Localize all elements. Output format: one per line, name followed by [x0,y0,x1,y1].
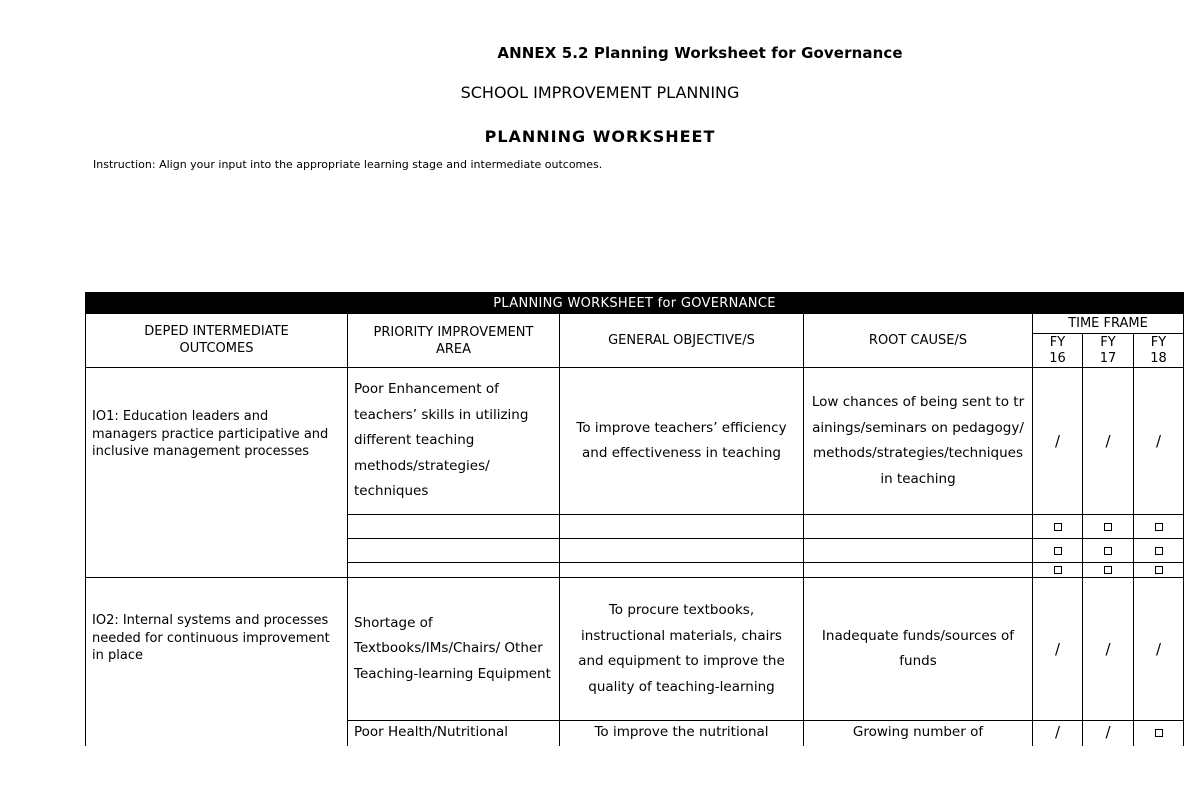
io2-fy18-mark: / [1134,578,1184,721]
io2-root-cause: Inadequate funds/sources of funds [804,578,1033,721]
checkbox-fy17 [1083,539,1134,563]
header-fy18: FY 18 [1134,334,1184,368]
square-checkbox-icon [1104,547,1112,555]
empty-cell [804,563,1033,578]
io1-objective: To improve teachers’ efficiency and effectiveness in teaching [560,368,804,515]
square-checkbox-icon [1054,523,1062,531]
io2-row2-fy16-mark: / [1033,721,1083,746]
checkbox-fy17 [1083,515,1134,539]
header-root-cause: ROOT CAUSE/S [804,314,1033,368]
header-objective: GENERAL OBJECTIVE/S [560,314,804,368]
empty-cell [348,515,560,539]
empty-cell [560,539,804,563]
header-time-frame: TIME FRAME [1033,314,1184,334]
header-priority: PRIORITY IMPROVEMENT AREA [348,314,560,368]
table-row [86,578,1184,721]
empty-cell [348,563,560,578]
io1-outcome: IO1: Education leaders and managers practice participative and inclusive management processes [86,368,348,578]
square-checkbox-icon [1155,729,1163,737]
checkbox-fy18 [1134,563,1184,578]
empty-cell [560,563,804,578]
table-title: PLANNING WORKSHEET for GOVERNANCE [86,293,1184,314]
checkbox-fy17 [1083,563,1134,578]
header-fy16: FY 16 [1033,334,1083,368]
io1-fy16-mark: / [1033,368,1083,515]
square-checkbox-icon [1054,566,1062,574]
empty-cell [560,515,804,539]
worksheet-title: PLANNING WORKSHEET [484,127,716,146]
checkbox-fy16 [1033,539,1083,563]
checkbox-fy18 [1134,539,1184,563]
annex-title: ANNEX 5.2 Planning Worksheet for Governance [497,44,903,62]
table-row [86,368,1184,515]
checkbox-fy18 [1134,515,1184,539]
header-fy17: FY 17 [1083,334,1134,368]
io1-fy17-mark: / [1083,368,1134,515]
io1-root-cause: Low chances of being sent to trainings/seminars on pedagogy/methods/strategies/techniques in teaching [804,368,1033,515]
io2-fy17-mark: / [1083,578,1134,721]
io2-row2-objective: To improve the nutritional [560,721,804,746]
empty-cell [348,539,560,563]
checkbox-fy16 [1033,563,1083,578]
io2-outcome: IO2: Internal systems and processes needed for continuous improvement in place [86,578,348,746]
square-checkbox-icon [1155,547,1163,555]
square-checkbox-icon [1054,547,1062,555]
io1-fy18-mark: / [1134,368,1184,515]
checkbox-fy16 [1033,515,1083,539]
io2-row2-root-cause: Growing number of [804,721,1033,746]
io2-row2-priority: Poor Health/Nutritional [348,721,560,746]
square-checkbox-icon [1104,523,1112,531]
empty-cell [804,515,1033,539]
planning-worksheet-table [85,292,1184,746]
io2-objective: To procure textbooks, instructional materials, chairs and equipment to improve the quality of teaching-learning [560,578,804,721]
io2-row2-fy17-mark: / [1083,721,1134,746]
io2-priority: Shortage of Textbooks/IMs/Chairs/ Other Teaching-learning Equipment [348,578,560,721]
io2-fy16-mark: / [1033,578,1083,721]
io2-row2-fy18-checkbox [1134,721,1184,746]
square-checkbox-icon [1155,523,1163,531]
sip-title: SCHOOL IMPROVEMENT PLANNING [460,83,740,102]
io1-priority: Poor Enhancement of teachers’ skills in utilizing different teaching methods/strategies/ techniques [348,368,560,515]
square-checkbox-icon [1104,566,1112,574]
header-outcomes: DEPED INTERMEDIATE OUTCOMES [86,314,348,368]
empty-cell [804,539,1033,563]
instruction-text: Instruction: Align your input into the appropriate learning stage and intermediate outcomes. [93,158,603,171]
square-checkbox-icon [1155,566,1163,574]
